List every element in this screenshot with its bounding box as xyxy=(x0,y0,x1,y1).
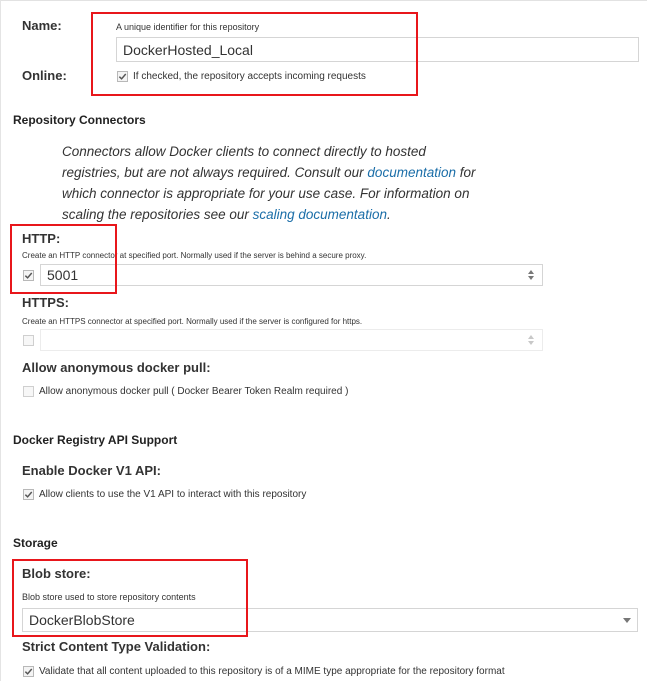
anonymous-pull-checkbox[interactable] xyxy=(23,386,34,397)
strict-validation-label: Strict Content Type Validation: xyxy=(22,639,211,654)
top-border xyxy=(0,0,647,1)
anonymous-pull-checkbox-label: Allow anonymous docker pull ( Docker Bearer Token Realm required ) xyxy=(39,386,349,397)
spinner-up-icon[interactable] xyxy=(528,335,534,339)
api-support-section-title: Docker Registry API Support xyxy=(13,433,178,447)
highlight-box-blob-store xyxy=(12,559,248,637)
intro-line-3: which connector is appropriate for your use case. For information on xyxy=(62,186,470,201)
https-checkbox[interactable] xyxy=(23,335,34,346)
v1-api-checkbox[interactable] xyxy=(23,489,34,500)
online-label: Online: xyxy=(22,68,67,83)
https-help: Create an HTTPS connector at specified port. Normally used if the server is configured for https. xyxy=(22,317,363,326)
name-input-value: DockerHosted_Local xyxy=(123,41,253,58)
blob-store-label: Blob store: xyxy=(22,566,91,581)
online-checkbox-label: If checked, the repository accepts incoming requests xyxy=(133,71,366,82)
blob-store-help: Blob store used to store repository contents xyxy=(22,592,196,602)
http-port-spinner[interactable] xyxy=(526,270,536,280)
connectors-section-title: Repository Connectors xyxy=(13,113,146,127)
connectors-intro xyxy=(62,141,522,225)
http-port-value: 5001 xyxy=(47,267,79,283)
https-port-input[interactable] xyxy=(40,329,543,351)
left-border xyxy=(0,0,1,681)
intro-line-1: Connectors allow Docker clients to connect directly to hosted xyxy=(62,144,426,159)
chevron-down-icon[interactable] xyxy=(623,618,631,623)
strict-validation-checkbox[interactable] xyxy=(23,666,34,677)
https-label: HTTPS: xyxy=(22,295,69,310)
http-label: HTTP: xyxy=(22,231,61,246)
scaling-documentation-link[interactable]: scaling documentation xyxy=(252,207,387,222)
name-help: A unique identifier for this repository xyxy=(116,22,260,32)
highlight-box-name xyxy=(91,12,418,96)
v1-api-label: Enable Docker V1 API: xyxy=(22,463,161,478)
spinner-down-icon[interactable] xyxy=(528,276,534,280)
check-icon xyxy=(24,667,33,676)
anonymous-pull-label: Allow anonymous docker pull: xyxy=(22,360,211,375)
http-help: Create an HTTP connector at specified port. Normally used if the server is behind a secure proxy. xyxy=(22,251,367,260)
storage-section-title: Storage xyxy=(13,536,58,550)
highlight-box-http xyxy=(10,224,117,294)
check-icon xyxy=(24,490,33,499)
https-port-spinner[interactable] xyxy=(526,335,536,345)
spinner-down-icon[interactable] xyxy=(528,341,534,345)
strict-validation-checkbox-label: Validate that all content uploaded to this repository is of a MIME type appropriate for the repository format xyxy=(39,666,505,677)
v1-api-checkbox-label: Allow clients to use the V1 API to interact with this repository xyxy=(39,489,307,500)
intro-line-2: registries, but are not always required. Consult our documentation for xyxy=(62,165,476,180)
spinner-up-icon[interactable] xyxy=(528,270,534,274)
name-label: Name: xyxy=(22,18,62,33)
intro-line-4: scaling the repositories see our scaling documentation. xyxy=(62,207,391,222)
documentation-link[interactable]: documentation xyxy=(367,165,456,180)
blob-store-value: DockerBlobStore xyxy=(29,612,135,628)
